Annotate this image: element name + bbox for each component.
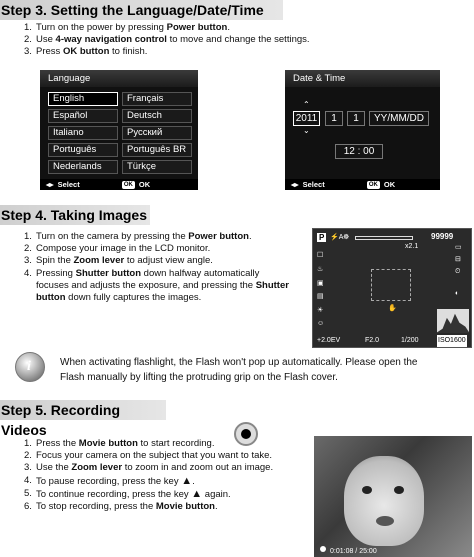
rec-indicator-icon: [320, 546, 326, 552]
hist-label-icon: ◐: [455, 290, 460, 297]
wb-icon: ♨: [317, 266, 324, 273]
timer-icon: ⏲: [455, 268, 461, 275]
year-field[interactable]: 2011: [293, 111, 320, 126]
day-field[interactable]: 1: [347, 111, 365, 126]
list-item: button down fully captures the images.: [36, 292, 202, 304]
nav-arrows-icon: ◂▸: [291, 180, 299, 189]
camera-lcd-screen: [312, 228, 472, 348]
zoom-bar: [355, 236, 413, 240]
sd-icon: ⊟: [455, 256, 461, 263]
face-icon: ☺: [317, 320, 325, 327]
list-item: 3. Use the Zoom lever to zoom in and zoom out an image.: [24, 462, 274, 474]
language-option[interactable]: Italiano: [48, 126, 118, 140]
list-item: 1. Turn on the power by pressing Power button.: [24, 22, 230, 33]
note-icon: i: [15, 352, 45, 382]
scene-icon: ☸: [343, 234, 350, 241]
language-option[interactable]: Русский: [122, 126, 192, 140]
step4-heading: Step 4. Taking Images: [0, 205, 150, 225]
list-item: focuses and adjusts the exposure, and pressing the Shutter: [36, 279, 289, 291]
sun-icon: ☀: [317, 307, 324, 314]
list-item: 2. Focus your camera on the subject that you want to take.: [24, 450, 273, 462]
up-arrow-icon: ⌃: [303, 100, 310, 109]
nav-arrows-icon: ◂▸: [46, 180, 54, 189]
meter-icon: ▣: [317, 280, 324, 287]
battery-icon: ▭: [455, 244, 462, 251]
language-option[interactable]: Deutsch: [122, 109, 192, 123]
list-item: 5. To continue recording, press the key ▲ again.: [24, 487, 231, 500]
list-item: 2. Compose your image in the LCD monitor.: [24, 243, 211, 255]
date-time-screen: [285, 70, 440, 190]
iso-readout: ISO1600: [437, 335, 467, 347]
time-field[interactable]: 12 : 00: [335, 144, 383, 159]
language-option[interactable]: Português: [48, 143, 118, 157]
mode-badge: P: [319, 233, 325, 242]
list-item: 2. Use 4-way navigation control to move and change the settings.: [24, 34, 310, 46]
list-item: 1. Press the Movie button to start recording.: [24, 438, 215, 449]
video-preview: [314, 436, 472, 557]
language-option[interactable]: Nederlands: [48, 160, 118, 174]
shot-count: 99999: [431, 232, 454, 241]
up-key-icon: ▲: [181, 474, 193, 487]
language-option[interactable]: Español: [48, 109, 118, 123]
flash-icon: ⚡A: [330, 234, 344, 241]
bottom-bar: [313, 335, 471, 347]
language-option[interactable]: English: [48, 92, 118, 106]
list-item: 4. To pause recording, press the key ▲.: [24, 474, 195, 487]
histogram-graph: [437, 309, 469, 333]
language-screen: [40, 70, 198, 190]
note-text: When activating flashlight, the Flash won't pop up automatically. Please open the Flash manually by lifting the protruding grip on the Flash cover.: [60, 357, 418, 383]
date-format-field[interactable]: YY/MM/DD: [369, 111, 429, 126]
step3-list: [24, 22, 364, 59]
ev-readout: +2.0EV: [317, 337, 341, 344]
focus-frame: [371, 269, 411, 301]
screen-title: Language: [40, 70, 198, 87]
aperture-readout: F2.0: [365, 337, 380, 344]
screen-footer: ◂▸ Select OK OK: [285, 179, 440, 190]
language-option[interactable]: Français: [122, 92, 192, 106]
ok-key-icon: OK: [123, 182, 133, 189]
step5-list: [24, 438, 314, 513]
language-option[interactable]: Português BR: [122, 143, 192, 157]
step3-heading: Step 3. Setting the Language/Date/Time: [0, 0, 283, 20]
list-item: 1. Turn on the camera by pressing the Power button.: [24, 231, 252, 242]
step5-heading: Step 5. Recording Videos: [0, 400, 166, 420]
af-icon: ☐: [317, 252, 324, 259]
screen-footer: ◂▸ Select OK OK: [40, 179, 198, 190]
step4-list: [24, 231, 309, 304]
screen-title: Date & Time: [285, 70, 440, 87]
shutter-readout: 1/200: [401, 337, 419, 344]
list-item: 3. Press OK button to finish.: [24, 46, 148, 58]
baby-face: [344, 456, 424, 546]
histogram: [437, 309, 469, 333]
zoom-readout: x2.1: [405, 243, 419, 250]
list-item: 4. Pressing Shutter button down halfway automatically: [24, 267, 260, 279]
up-key-icon: ▲: [191, 487, 203, 500]
list-item: 3. Spin the Zoom lever to adjust view angle.: [24, 255, 213, 267]
list-item: 6. To stop recording, press the Movie button.: [24, 501, 218, 513]
language-option[interactable]: Türkçe: [122, 160, 192, 174]
size-icon: ▤: [317, 293, 324, 300]
down-arrow-icon: ⌄: [303, 126, 310, 135]
video-time: 0:01:08 / 25:00: [330, 548, 377, 555]
month-field[interactable]: 1: [325, 111, 343, 126]
stabilizer-icon: ✋: [388, 305, 397, 312]
ok-key-icon: OK: [368, 182, 378, 189]
